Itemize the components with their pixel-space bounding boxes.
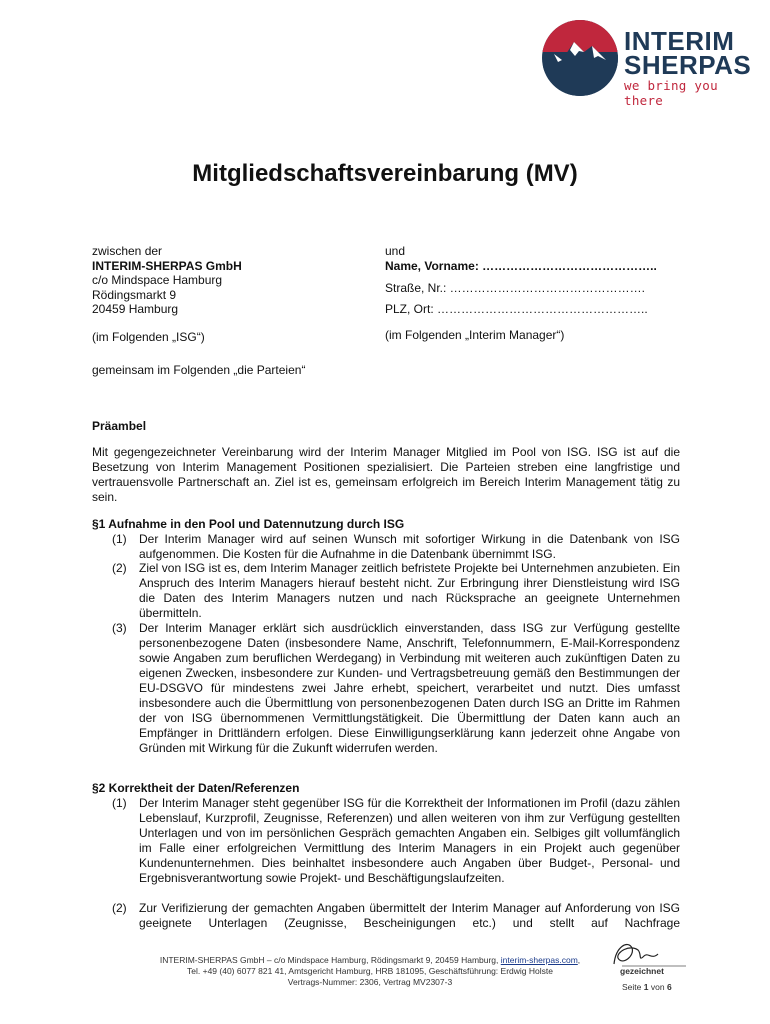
- item-number: (2): [112, 561, 127, 575]
- name-field-line[interactable]: Name, Vorname: ……………………………………..: [385, 259, 657, 273]
- section1-item-1: [112, 532, 680, 560]
- street-field-line[interactable]: Straße, Nr.: ………………………………………….: [385, 281, 646, 295]
- section1-heading: §1 Aufnahme in den Pool und Datennutzung durch ISG: [92, 517, 405, 531]
- item-text: Der Interim Manager steht gegenüber ISG für die Korrektheit der Informationen im Profil (dazu zählen Lebenslauf, Kurzprofil, Zeugnisse, Referenzen) und allen weiteren von ihm zur Verfügung gestellten Unterlagen und von im persönlichen Gespräch gemachten Angaben ein. Selbiges gilt vollumfänglich im Falle einer erfolgreichen Vermittlung des Interim Managers in ein Projekt auch gegenüber Kundenunternehmen. Dies beinhaltet insbesondere auch Angaben über Budget-, Personal- und Ergebnisverantwortung sowie Projekt- und Beschäftigungslaufzeiten.: [139, 796, 680, 885]
- item-text: Der Interim Manager erklärt sich ausdrücklich einverstanden, dass ISG zur Verfügung gestellte personenbezogene Daten (insbesondere Name, Anschrift, Telefonnummern, E-Mail-Korrespondenz sowie Angaben zum beruflichen Werdegang) in Verbindung mit weiteren auch zukünftigen Daten zu eigenen Zwecken, insbesondere zur Kunden- und Vertragsbetreuung gemäß den Bestimmungen der EU-DSGVO für mindestens zwei Jahre erhebt, speichert, verarbeitet und nutzt. Dies umfasst insbesondere auch die Übermittlung von personenbezogenen Daten durch ISG an Dritte im Rahmen der von ISG übernommenen Vermittlungstätigkeit. Die Übermittlung der Daten kann auch an Empfänger in Drittländern erfolgen. Diese Einwilligungserklärung kann jederzeit ohne Angabe von Gründen mit Wirkung für die Zukunft widerrufen werden.: [139, 621, 680, 755]
- party-left: [92, 244, 352, 317]
- signed-label: gezeichnet: [620, 966, 664, 976]
- page-number: [622, 982, 672, 992]
- footer-line1: INTERIM-SHERPAS GmbH – c/o Mindspace Hamburg, Rödingsmarkt 9, 20459 Hamburg, interim-sherpas.com,: [159, 955, 581, 965]
- item-number: (1): [112, 532, 127, 546]
- party-left-address3: 20459 Hamburg: [92, 302, 179, 317]
- page-current: 1: [643, 982, 649, 992]
- item-number: (1): [112, 796, 127, 810]
- item-number: (2): [112, 901, 127, 915]
- website-link[interactable]: interim-sherpas.com: [500, 955, 578, 965]
- item-text: Der Interim Manager wird auf seinen Wunsch mit sofortiger Wirkung in die Datenbank von ISG aufgenommen. Die Kosten für die Aufnahme in die Datenbank übernimmt ISG.: [139, 532, 680, 561]
- company-logo: [540, 18, 752, 108]
- footer-line3: Vertrags-Nummer: 2306, Vertrag MV2307-3: [287, 977, 453, 987]
- party-right-alias: (im Folgenden „Interim Manager“): [385, 328, 565, 342]
- preamble-text: Mit gegengezeichneter Vereinbarung wird der Interim Manager Mitglied im Pool von ISG. ISG ist auf die Besetzung von Interim Management Positionen spezialisiert. Die Parteien streben eine langfristige und vertrauensvolle Partnerschaft an. Ziel ist es, gemeinsam erfolgreich im Bereich Interim Management tätig zu sein.: [92, 445, 680, 504]
- party-right-intro: und: [385, 244, 406, 258]
- page-of: von: [650, 982, 665, 992]
- mountain-logo-icon: [540, 18, 620, 98]
- footer-address: INTERIM-SHERPAS GmbH – c/o Mindspace Hamburg, Rödingsmarkt 9, 20459 Hamburg,: [159, 955, 499, 965]
- parties-common: gemeinsam im Folgenden „die Parteien“: [92, 363, 306, 377]
- footer: [130, 955, 610, 988]
- party-left-alias: (im Folgenden „ISG“): [92, 330, 205, 344]
- footer-line2: Tel. +49 (40) 6077 821 41, Amtsgericht Hamburg, HRB 181095, Geschäftsführung: Erdwig Holste: [187, 966, 553, 976]
- logo-tagline: we bring you there: [624, 78, 718, 108]
- section1-item-3: [112, 621, 680, 771]
- page-prefix: Seite: [622, 982, 642, 992]
- item-text: Ziel von ISG ist es, dem Interim Manager zeitlich befristete Projekte bei Unternehmen anzubieten. Ein Anspruch des Interim Managers hierauf besteht nicht. Zur Erbringung ihrer Dienstleistung wird ISG die Daten des Interim Managers nutzen und nach Rücksprache an geeignete Unternehmen übermitteln.: [139, 561, 680, 620]
- preamble-heading: Präambel: [92, 419, 147, 433]
- party-left-company: INTERIM-SHERPAS GmbH: [92, 258, 242, 273]
- section1-item-2: [112, 561, 680, 621]
- item-text: Zur Verifizierung der gemachten Angaben übermittelt der Interim Manager auf Anforderung von ISG geeignete Unterlagen (Zeugnisse, Bescheinigungen etc.) und stellt auf Nachfrage: [139, 901, 680, 930]
- section2-heading: §2 Korrektheit der Daten/Referenzen: [92, 781, 300, 795]
- section2-item-2: [112, 901, 680, 931]
- item-number: (3): [112, 621, 127, 635]
- party-left-intro: zwischen der: [92, 244, 163, 258]
- document-title: Mitgliedschaftsvereinbarung (MV): [192, 160, 578, 187]
- party-left-address2: Rödingsmarkt 9: [92, 287, 177, 302]
- party-left-address1: c/o Mindspace Hamburg: [92, 273, 223, 288]
- logo-wordmark-line1: INTERIM: [624, 26, 735, 56]
- logo-wordmark-line2: SHERPAS: [624, 50, 752, 80]
- city-field-line[interactable]: PLZ, Ort: ……………………………………………..: [385, 302, 648, 316]
- section2-item-1: [112, 796, 680, 901]
- page-total: 6: [666, 982, 672, 992]
